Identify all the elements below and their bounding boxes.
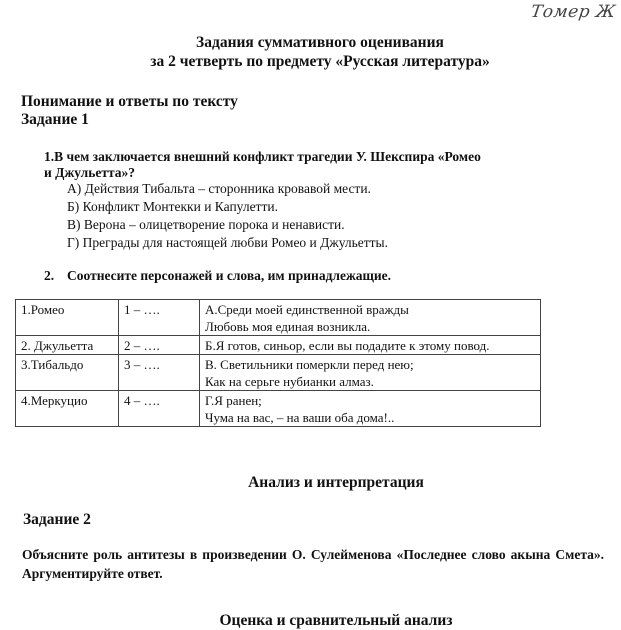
question2-text: Соотнесите персонажей и слова, им принадлежащие.	[67, 268, 392, 283]
section3-heading: Оценка и сравнительный анализ	[219, 612, 453, 629]
matching-table	[15, 299, 541, 427]
question1-line1: 1.В чем заключается внешний конфликт трагедии У. Шекспира «Ромео	[44, 149, 481, 164]
answer-option-b: Б) Конфликт Монтекки и Капулетти.	[67, 199, 278, 214]
doc-title-line1: Задания суммативного оценивания	[196, 34, 444, 51]
table-row	[16, 300, 541, 336]
task2-text: Объясните роль антитезы в произведении О. Сулейменова «Последнее слово акына Смета». Аргументируйте ответ.	[22, 547, 604, 581]
question2-number: 2.	[44, 268, 55, 283]
quote-cell	[200, 336, 541, 355]
quote-line: Б.Я готов, синьор, если вы подадите к этому повод.	[205, 338, 490, 353]
character-cell: 4.Меркуцио	[16, 391, 119, 427]
quote-cell	[200, 391, 541, 427]
answer-cell: 4 – ….	[119, 391, 200, 427]
section1-heading: Понимание и ответы по тексту	[21, 93, 238, 110]
character-cell: 1.Ромео	[16, 300, 119, 336]
answer-option-d: Г) Преграды для настоящей любви Ромео и Джульетты.	[67, 235, 388, 250]
handwritten-note: Томер Ж	[529, 2, 618, 22]
task1-label: Задание 1	[21, 111, 89, 128]
answer-cell: 3 – ….	[119, 355, 200, 391]
table-row	[16, 336, 541, 355]
section2-heading: Анализ и интерпретация	[248, 474, 424, 491]
question1-line2: и Джульетта»?	[44, 165, 136, 180]
table-row	[16, 355, 541, 391]
doc-title-line2: за 2 четверть по предмету «Русская литература»	[150, 53, 490, 70]
table-row	[16, 391, 541, 427]
task2-label: Задание 2	[23, 511, 91, 528]
answer-option-c: В) Верона – олицетворение порока и ненависти.	[67, 217, 345, 232]
character-cell: 2. Джульетта	[16, 336, 119, 355]
quote-line: Г.Я ранен;	[205, 393, 262, 408]
quote-cell	[200, 300, 541, 336]
quote-cell	[200, 355, 541, 391]
answer-option-a: А) Действия Тибальта – сторонника кровавой мести.	[67, 181, 371, 196]
character-cell: 3.Тибальдо	[16, 355, 119, 391]
answer-cell: 2 – ….	[119, 336, 200, 355]
quote-line: Как на серьге нубианки алмаз.	[205, 374, 374, 389]
quote-line: Любовь моя единая возникла.	[205, 319, 371, 334]
answer-cell: 1 – ….	[119, 300, 200, 336]
quote-line: А.Среди моей единственной вражды	[205, 302, 409, 317]
quote-line: В. Светильники померкли перед нею;	[205, 357, 414, 372]
quote-line: Чума на вас, – на ваши оба дома!..	[205, 410, 395, 425]
